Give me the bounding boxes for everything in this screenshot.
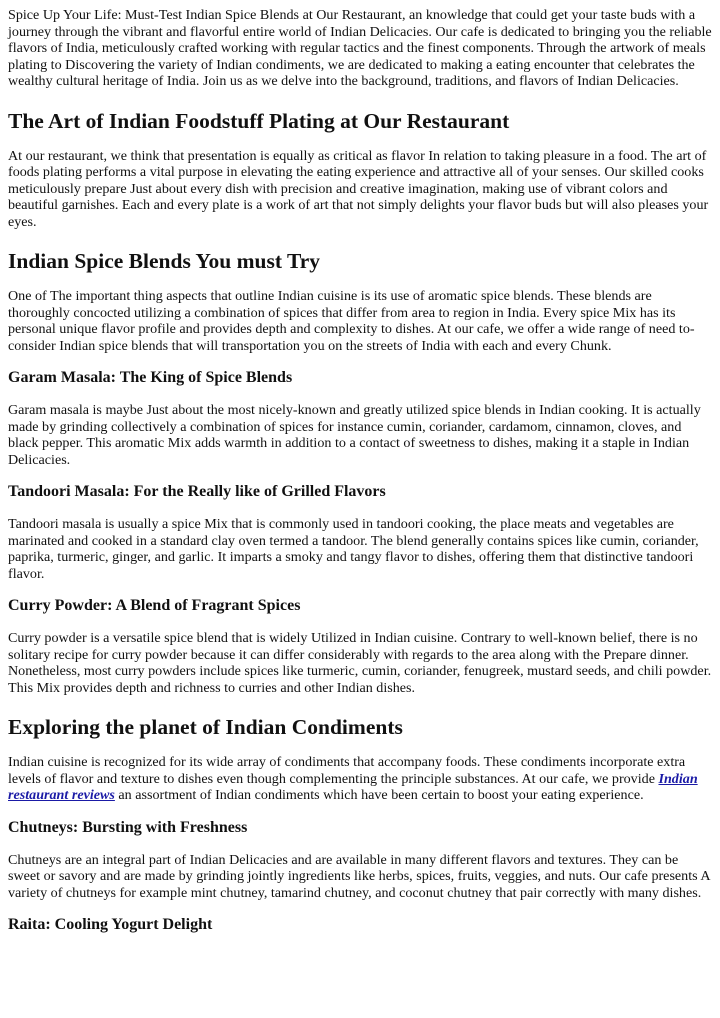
paragraph-chutneys: Chutneys are an integral part of Indian Delicacies and are available in many different flavors and textures. They can be sweet or savory and are made by grinding jointly ingredients like herbs, spices, fruits, veggies, and nuts. Our cafe presents A variety of chutneys for example mint chutney, tamarind chutney, and coconut chutney that pair correctly with many dishes. [8, 851, 710, 901]
heading-raita: Raita: Cooling Yogurt Delight [8, 916, 213, 933]
heading-spice-blends: Indian Spice Blends You must Try [8, 249, 321, 273]
paragraph-plating: At our restaurant, we think that presentation is equally as critical as flavor In relation to taking pleasure in a food. The art of foods plating performs a vital purpose in elevating the eating experience and attractive all of your senses. Our skilled cooks meticulously prepare Just about every dish with precision and creative imagination, making use of vibrant colors and beautiful garnishes. Each and every plate is a work of art that not simply delights your flavor buds but will also pleases your eyes. [8, 147, 709, 230]
condiments-text-after: an assortment of Indian condiments which have been certain to boost your eating experience. [114, 787, 644, 803]
heading-plating: The Art of Indian Foodstuff Plating at Our Restaurant [8, 108, 510, 133]
paragraph-tandoori-masala: Tandoori masala is usually a spice Mix that is commonly used in tandoori cooking, the place meats and vegetables are marinated and cooked in a standard clay oven termed a tandoor. The blend generally contains spices like cumin, coriander, paprika, turmeric, ginger, and garlic. It imparts a smoky and tangy flavor to dishes, offering them that distinctive tandoori flavor. [8, 516, 699, 582]
heading-curry-powder: Curry Powder: A Blend of Fragrant Spices [8, 597, 301, 614]
paragraph-spice-blends: One of The important thing aspects that outline Indian cuisine is its use of aromatic spice blends. These blends are thoroughly concocted utilizing a combination of spices that differ from area to region in India. Every spice Mix has its personal unique flavor profile and provides depth and complexity to dishes. At our cafe, we offer a wide range of need to-consider Indian spice blends that will transportation you on the streets of India with each and every Chunk. [8, 288, 695, 354]
intro-paragraph: Spice Up Your Life: Must-Test Indian Spice Blends at Our Restaurant, an knowledge that could get your taste buds with a journey through the vibrant and flavorful entire world of Indian Delicacies. Our cafe is dedicated to bringing you the reliable flavors of India, meticulously crafted working with regular tactics and the finest components. Through the artwork of meals plating to Discovering the variety of Indian condiments, we are dedicated to making a eating encounter that celebrates the wealthy cultural heritage of India. Join us as we delve into the background, traditions, and flavors of Indian Delicacies. [8, 7, 712, 89]
paragraph-curry-powder: Curry powder is a versatile spice blend that is widely Utilized in Indian cuisine. Contrary to well-known belief, there is no solitary recipe for curry powder because it can differ considerably with regards to the area along with the Prepare dinner. Nonetheless, most curry powders include spices like turmeric, cumin, coriander, fenugreek, mustard seeds, and chili powder. This Mix provides depth and richness to curries and other Indian dishes. [8, 630, 712, 696]
heading-tandoori-masala: Tandoori Masala: For the Really like of Grilled Flavors [8, 483, 386, 500]
paragraph-condiments [8, 754, 712, 804]
heading-garam-masala: Garam Masala: The King of Spice Blends [8, 369, 293, 386]
heading-chutneys: Chutneys: Bursting with Freshness [8, 818, 248, 836]
paragraph-garam-masala: Garam masala is maybe Just about the most nicely-known and greatly utilized spice blends in Indian cooking. It is actually made by grinding collectively a combination of spices for instance cumin, coriander, cardamom, cinnamon, cloves, and black pepper. This aromatic Mix adds warmth in addition to a contact of sweetness to dishes, making it a staple in Indian Delicacies. [8, 402, 701, 468]
restaurant-reviews-link[interactable]: Indian restaurant reviews [8, 770, 698, 803]
condiments-text-before: Indian cuisine is recognized for its wide array of condiments that accompany foods. These condiments incorporate extra levels of flavor and texture to dishes even though complementing the principle substances. At our cafe, we provide [8, 754, 686, 787]
heading-condiments: Exploring the planet of Indian Condiments [8, 715, 403, 739]
